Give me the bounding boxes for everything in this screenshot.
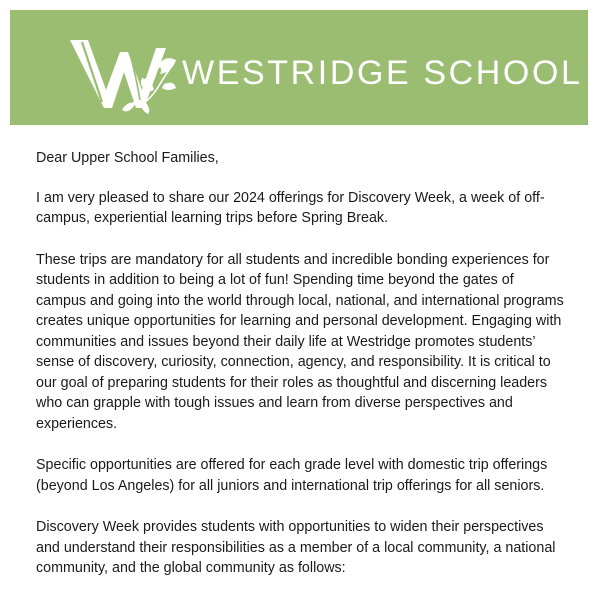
- letter-greeting: Dear Upper School Families,: [36, 150, 219, 166]
- letter-body: [36, 148, 564, 600]
- letter-paragraph: I am very pleased to share our 2024 offerings for Discovery Week, a week of off-campus, experiential learning trips before Spring Break.: [36, 189, 545, 226]
- school-name: WESTRIDGE SCHOOL: [182, 54, 583, 92]
- header-banner: [10, 10, 588, 125]
- letter-paragraph: Specific opportunities are offered for each grade level with domestic trip offerings (beyond Los Angeles) for all juniors and international trip offerings for all seniors.: [36, 457, 548, 494]
- westridge-logo-icon: [68, 32, 178, 114]
- letter-paragraph: Discovery Week provides students with opportunities to widen their perspectives and understand their responsibilities as a member of a local community, a national community, and the global community as follows:: [36, 519, 556, 576]
- letter-paragraph: These trips are mandatory for all students and incredible bonding experiences for students in addition to being a lot of fun! Spending time beyond the gates of campus and going into the world through local, national, and international programs creates unique opportunities for learning and personal development. Engaging with communities and issues beyond their daily life at Westridge promotes students’ sense of discovery, curiosity, connection, agency, and responsibility. It is critical to our goal of preparing students for their roles as thoughtful and discerning leaders who can grapple with tough issues and learn from diverse perspectives and experiences.: [36, 251, 564, 432]
